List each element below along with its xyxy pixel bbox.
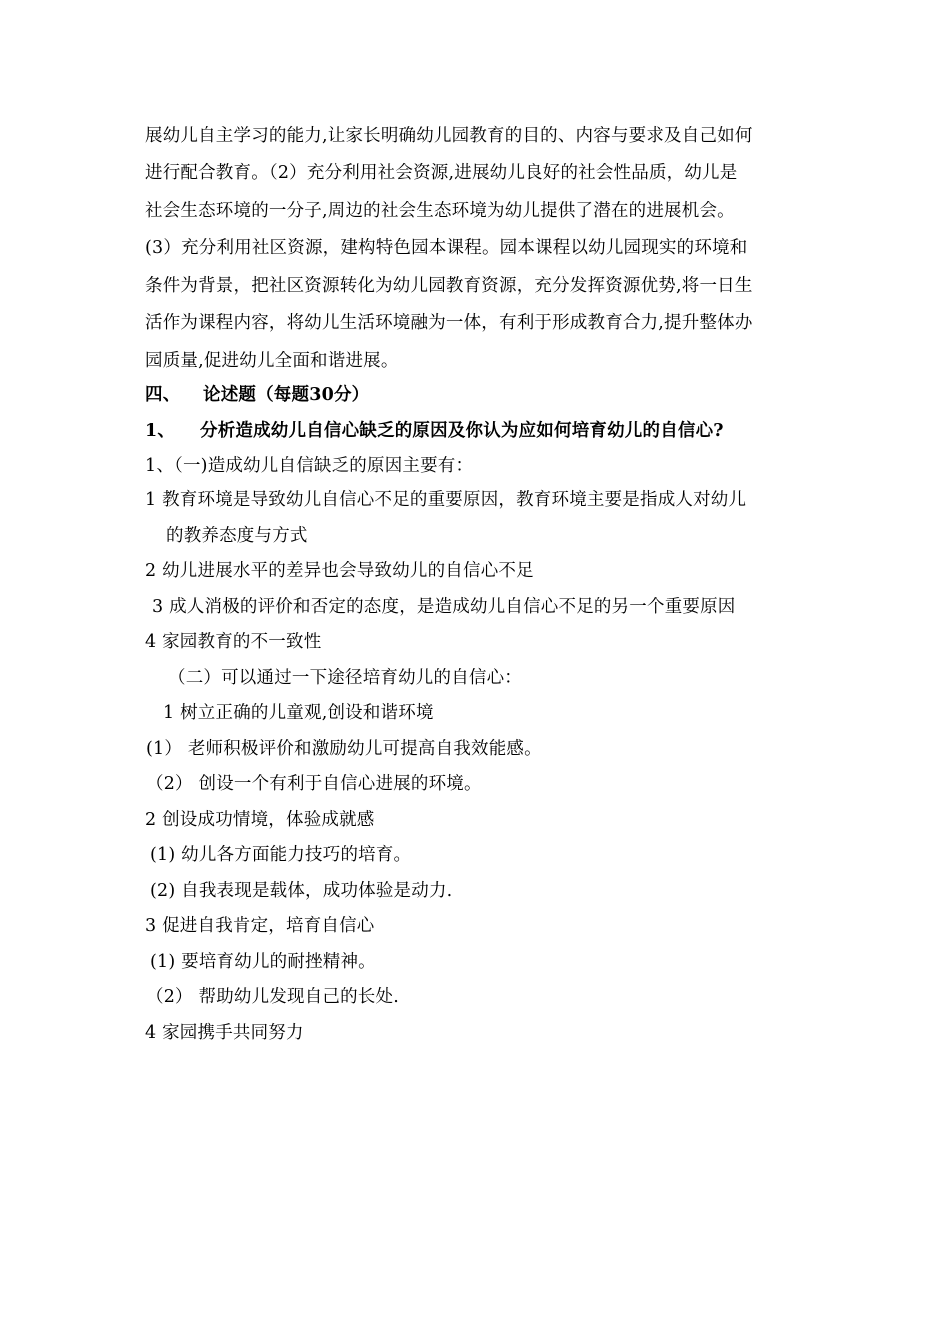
paragraph-line: 园质量,促进幼儿全面和谐进展。 [145,351,399,371]
reason-item: 4 家园教育的不一致性 [145,632,322,652]
method-subitem: (1) 要培育幼儿的耐挫精神。 [150,952,376,972]
question-number: 1、 [145,421,176,441]
method-item: 3 促进自我肯定，培育自信心 [145,916,375,936]
paragraph-line: 展幼儿自主学习的能力,让家长明确幼儿园教育的目的、内容与要求及自己如何 [145,126,753,146]
paragraph-line: 社会生态环境的一分子,周边的社会生态环境为幼儿提供了潜在的进展机会。 [145,201,735,221]
method-subitem: （2） 创设一个有利于自信心进展的环境。 [146,774,482,794]
paragraph-line: (3）充分利用社区资源，建构特色园本课程。园本课程以幼儿园现实的环境和 [145,238,748,258]
question-text: 分析造成幼儿自信心缺乏的原因及你认为应如何培育幼儿的自信心? [200,421,724,441]
answer-intro: 1、（一)造成幼儿自信缺乏的原因主要有： [145,456,474,476]
reason-item: 1 教育环境是导致幼儿自信心不足的重要原因，教育环境主要是指成人对幼儿 [145,490,747,510]
method-item: 2 创设成功情境，体验成就感 [145,810,375,830]
reason-item: 2 幼儿进展水平的差异也会导致幼儿的自信心不足 [145,561,534,581]
method-subitem: (1) 幼儿各方面能力技巧的培育。 [150,845,412,865]
reason-item-continuation: 的教养态度与方式 [166,526,308,546]
part-two-intro: （二）可以通过一下途径培育幼儿的自信心： [168,668,522,688]
method-subitem: (1） 老师积极评价和激励幼儿可提高自我效能感。 [146,739,542,759]
method-item: 4 家园携手共同努力 [145,1023,304,1043]
reason-item: 3 成人消极的评价和否定的态度，是造成幼儿自信心不足的另一个重要原因 [152,597,736,617]
question-heading [145,419,724,443]
method-item: 1 树立正确的儿童观,创设和谐环境 [163,703,434,723]
paragraph-line: 活作为课程内容，将幼儿生活环境融为一体，有利于形成教育合力,提升整体办 [145,313,753,333]
paragraph-line: 进行配合教育。（2）充分利用社会资源,进展幼儿良好的社会性品质，幼儿是 [145,163,738,183]
section-heading-text: 论述题（每题30分） [203,385,370,405]
section-heading-number: 四、 [145,385,181,405]
paragraph-line: 条件为背景，把社区资源转化为幼儿园教育资源，充分发挥资源优势,将一日生 [145,276,753,296]
method-subitem: （2） 帮助幼儿发现自己的长处. [146,987,399,1007]
section-heading [145,383,369,407]
method-subitem: (2) 自我表现是载体，成功体验是动力. [150,881,453,901]
